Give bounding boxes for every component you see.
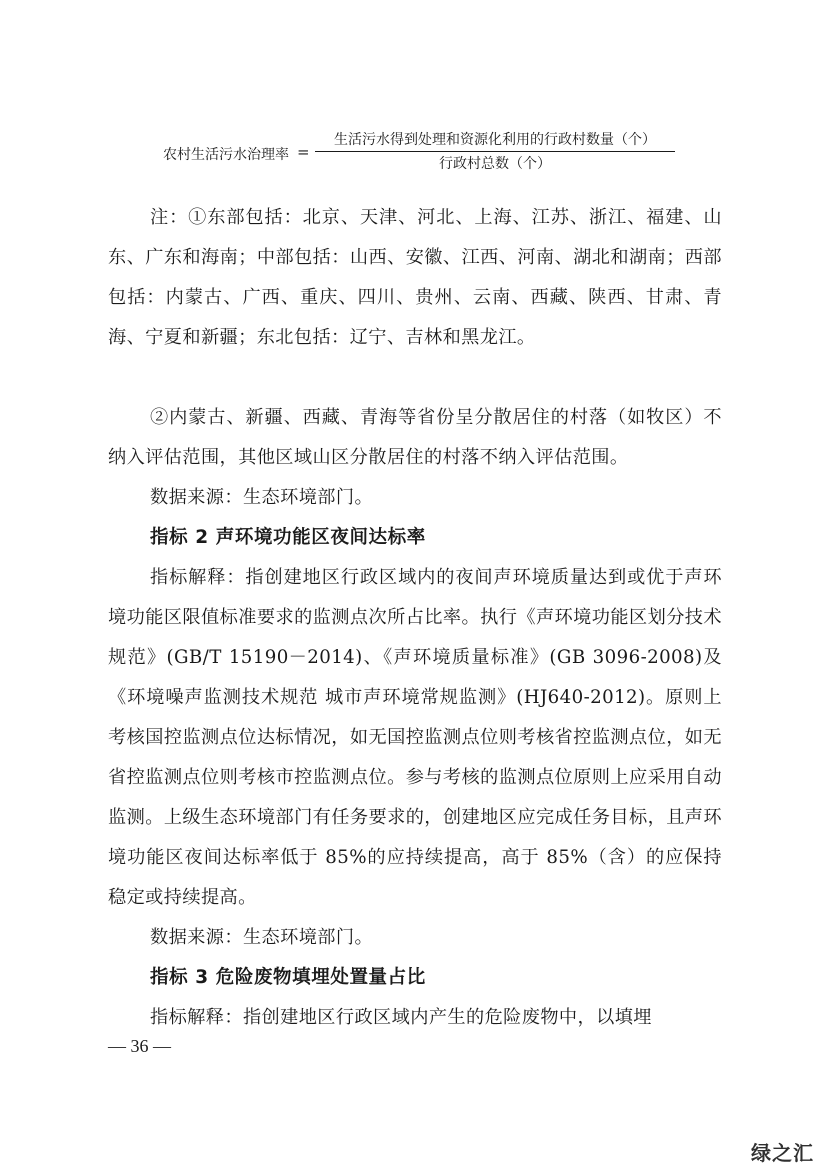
formula-fraction <box>315 130 675 174</box>
formula-numerator: 生活污水得到处理和资源化利用的行政村数量（个） <box>334 132 656 148</box>
formula-denominator: 行政村总数（个） <box>439 156 551 172</box>
watermark-logo: 绿之汇 <box>751 1141 814 1165</box>
indicator-2-heading: 指标 2 声环境功能区夜间达标率 <box>150 527 426 548</box>
formula <box>163 130 683 178</box>
fraction-bar <box>315 151 675 152</box>
note-regions: 注：①东部包括：北京、天津、河北、上海、江苏、浙江、福建、山东、广东和海南；中部包括：山西、安徽、江西、河南、湖北和湖南；西部包括：内蒙古、广西、重庆、四川、贵州、云南、西藏、陕西、甘肃、青海、宁夏和新疆；东北包括：辽宁、吉林和黑龙江。 <box>108 207 722 348</box>
data-source: 数据来源：生态环境部门。 <box>150 487 374 508</box>
indicator-3-heading: 指标 3 危险废物填埋处置量占比 <box>150 967 426 988</box>
formula-left: 农村生活污水治理率 <box>163 147 289 163</box>
page-number: — 36 — <box>108 1036 171 1056</box>
note-excluded-villages: ②内蒙古、新疆、西藏、青海等省份呈分散居住的村落（如牧区）不纳入评估范围，其他区域山区分散居住的村落不纳入评估范围。 <box>108 407 722 468</box>
indicator-2-source: 数据来源：生态环境部门。 <box>150 927 374 948</box>
formula-equals: = <box>297 143 310 161</box>
indicator-2-explanation: 指标解释：指创建地区行政区域内的夜间声环境质量达到或优于声环境功能区限值标准要求的监测点次所占比率。执行《声环境功能区划分技术规范》(GB/T 15190－2014)、《声环境质量标准》(GB 3096-2008)及《环境噪声监测技术规范 城市声环境常规监测》(HJ640-2012)。原则上考核国控监测点位达标情况，如无国控监测点位则考核省控监测点位，如无省控监测点位则考核市控监测点位。参与考核的监测点位原则上应采用自动监测。上级生态环境部门有任务要求的，创建地区应完成任务目标，且声环境功能区夜间达标率低于 85%的应持续提高，高于 85%（含）的应保持稳定或持续提高。 <box>108 567 722 908</box>
indicator-3-explanation: 指标解释：指创建地区行政区域内产生的危险废物中，以填埋 <box>150 1007 652 1028</box>
